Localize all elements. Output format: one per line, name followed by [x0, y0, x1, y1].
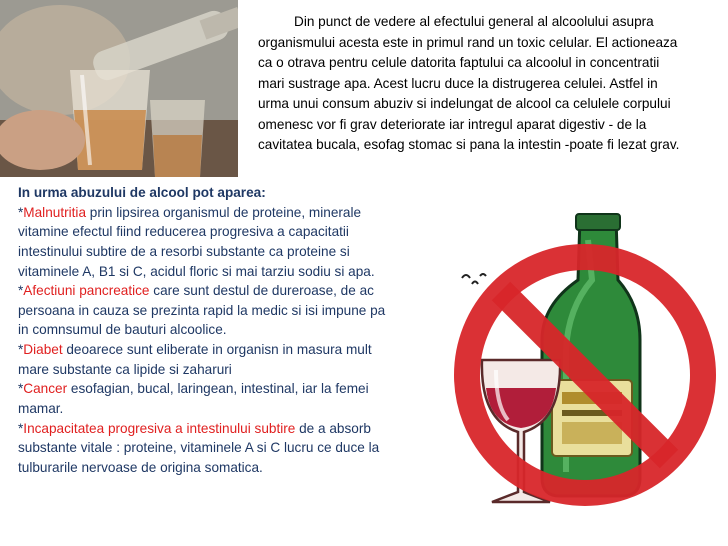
- effect-text-line: vitamine efectul fiind reducerea progresiva a capacitatii: [18, 224, 349, 240]
- effects-list: [18, 183, 410, 478]
- effect-text-line: intestinului subtire de a resorbi substante ca proteine si: [18, 243, 350, 259]
- effect-text: care sunt destul de dureroase, de ac: [149, 283, 374, 299]
- bullet-marker: *: [18, 342, 24, 358]
- effect-text-line: substante vitale : proteine, vitaminele A si C lucru ce duce la: [18, 440, 380, 456]
- effect-text-line: persoana in cauza se prezinta rapid la medic si isi impune pa: [18, 302, 386, 318]
- effect-text-line: tulburarile nervoase de origina somatica.: [18, 459, 263, 475]
- alcohol-glasses-photo: [0, 0, 238, 177]
- effect-term: Diabet: [23, 342, 63, 358]
- bullet-marker: *: [18, 420, 24, 436]
- effect-text-line: mare substante ca lipide si zaharuri: [18, 361, 232, 377]
- effect-intestine: [18, 419, 410, 439]
- no-alcohol-illustration: [440, 210, 728, 530]
- effect-term: Cancer: [23, 381, 68, 397]
- effect-term: Incapacitatea progresiva a intestinului subtire: [23, 420, 296, 436]
- effect-text: de a absorb: [295, 420, 371, 436]
- intro-line: Din punct de vedere al efectului general al alcoolului asupra: [294, 14, 654, 29]
- effect-cancer: [18, 379, 410, 399]
- motion-marks: [462, 274, 486, 284]
- effect-text: prin lipsirea organismul de proteine, minerale: [86, 204, 362, 220]
- effects-heading: In urma abuzului de alcool pot aparea:: [18, 185, 266, 200]
- intro-line: mari sustrage apa. Acest lucru duce la distrugerea celulei. Astfel in: [258, 75, 658, 91]
- bullet-marker: *: [18, 283, 24, 299]
- effect-term: Afectiuni pancreatice: [23, 283, 150, 299]
- intro-line: ca o otrava pentru celule datorita faptului ca alcoolul in concentratii: [258, 55, 660, 70]
- intro-line: omenesc vor fi grav deteriorate iar intregul aparat digestiv - de la: [258, 116, 647, 132]
- glass-photo-illustration: [0, 0, 238, 177]
- intro-line: cavitatea bucala, esofag stomac si pana la intestin -poate fi lezat grav.: [258, 137, 680, 152]
- prohibition-sign-icon: [440, 210, 728, 530]
- effect-text: deoarece sunt eliberate in organisn in masura mult: [62, 342, 372, 358]
- effect-text: esofagian, bucal, laringean, intestinal, iar la femei: [67, 381, 369, 397]
- intro-line: urma unui consum abuziv si indelungat de alcool ca celulele corpului: [258, 96, 671, 111]
- intro-paragraph: [258, 12, 720, 156]
- effect-text-line: mamar.: [18, 401, 64, 417]
- effect-malnutrition: [18, 203, 410, 223]
- effect-pancreatic: [18, 281, 410, 301]
- bullet-marker: *: [18, 381, 24, 397]
- effect-text-line: vitaminele A, B1 si C, acidul floric si mai tarziu sodiu si apa.: [18, 263, 375, 279]
- effect-term: Malnutritia: [23, 204, 87, 220]
- intro-line: organismului acesta este in primul rand un toxic celular. El actioneaza: [258, 34, 678, 50]
- bullet-marker: *: [18, 204, 24, 220]
- effect-diabetes: [18, 340, 410, 360]
- effect-text-line: in comnsumul de bauturi alcoolice.: [18, 322, 227, 338]
